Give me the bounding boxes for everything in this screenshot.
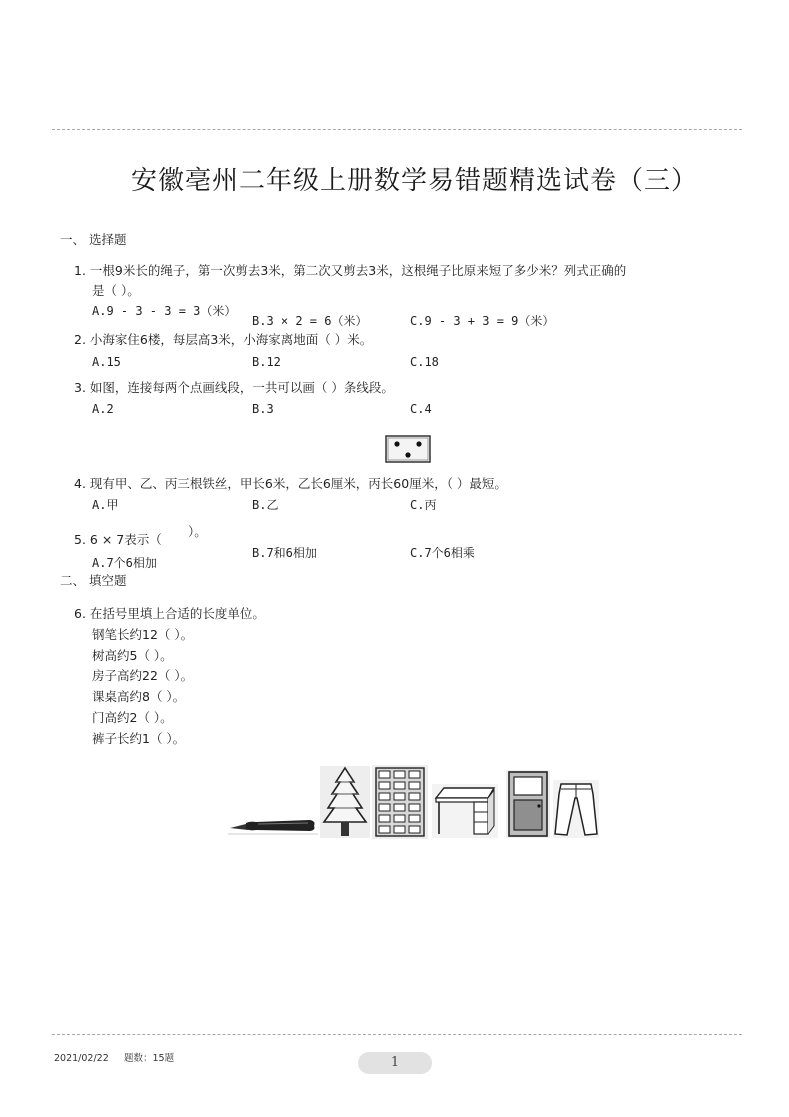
question-1-line2: 是（ ）。 [92,283,140,298]
question-5-option-a: A.7个6相加 [92,556,157,570]
question-6-item: 课桌高约8（ ）。 [92,689,186,704]
building-icon [372,765,428,839]
page-number: 1 [358,1052,432,1074]
question-5-close: ）。 [188,524,207,539]
question-4-text: 4. 现有甲、乙、丙三根铁丝，甲长6米，乙长6厘米，丙长60厘米，（ ）最短。 [74,476,507,491]
question-4-option-a: A.甲 [92,498,119,512]
question-3-option-a: A.2 [92,402,114,416]
question-3-option-b: B.3 [252,402,274,416]
footer-question-count: 题数：15题 [124,1053,175,1064]
question-3-option-c: C.4 [410,402,432,416]
tree-icon [320,766,370,838]
question-6-item: 裤子长约1（ ）。 [92,731,186,746]
door-icon [506,770,550,838]
trousers-icon [553,780,599,838]
question-6-item: 门高约2（ ）。 [92,710,173,725]
question-2-option-b: B.12 [252,355,281,369]
question-5-option-b: B.7和6相加 [252,546,317,560]
page-title: 安徽亳州二年级上册数学易错题精选试卷（三） [130,166,698,196]
question-6-item: 房子高约22（ ）。 [92,668,194,683]
question-1-line1: 1. 一根9米长的绳子，第一次剪去3米，第二次又剪去3米，这根绳子比原来短了多少米？列式正确的 [74,263,627,278]
question-6-text: 6. 在括号里填上合适的长度单位。 [74,606,265,621]
pen-icon [228,814,318,838]
question-2-option-a: A.15 [92,355,121,369]
question-6-item: 钢笔长约12（ ）。 [92,627,194,642]
question-1-option-a: A.9 - 3 - 3 = 3（米） [92,304,237,318]
section-fill-heading: 二、 填空题 [60,573,127,588]
question-2-text: 2. 小海家住6楼，每层高3米，小海家离地面（ ）米。 [74,332,373,347]
three-dots-figure [384,434,434,464]
question-4-option-c: C.丙 [410,498,437,512]
question-3-text: 3. 如图，连接每两个点画线段，一共可以画（ ）条线段。 [74,380,394,395]
question-5-option-c: C.7个6相乘 [410,546,475,560]
question-1-option-b: B.3 × 2 = 6（米） [252,314,368,328]
question-5-text: 5. 6 × 7表示（ [74,532,162,547]
desk-icon [432,784,498,838]
top-dashed-divider [52,129,742,130]
question-2-option-c: C.18 [410,355,439,369]
question-4-option-b: B.乙 [252,498,279,512]
question-6-item: 树高约5（ ）。 [92,648,173,663]
footer-date: 2021/02/22 [54,1053,109,1064]
section-choice-heading: 一、 选择题 [60,232,127,247]
question-1-option-c: C.9 - 3 + 3 = 9（米） [410,314,555,328]
bottom-dashed-divider [52,1034,742,1035]
